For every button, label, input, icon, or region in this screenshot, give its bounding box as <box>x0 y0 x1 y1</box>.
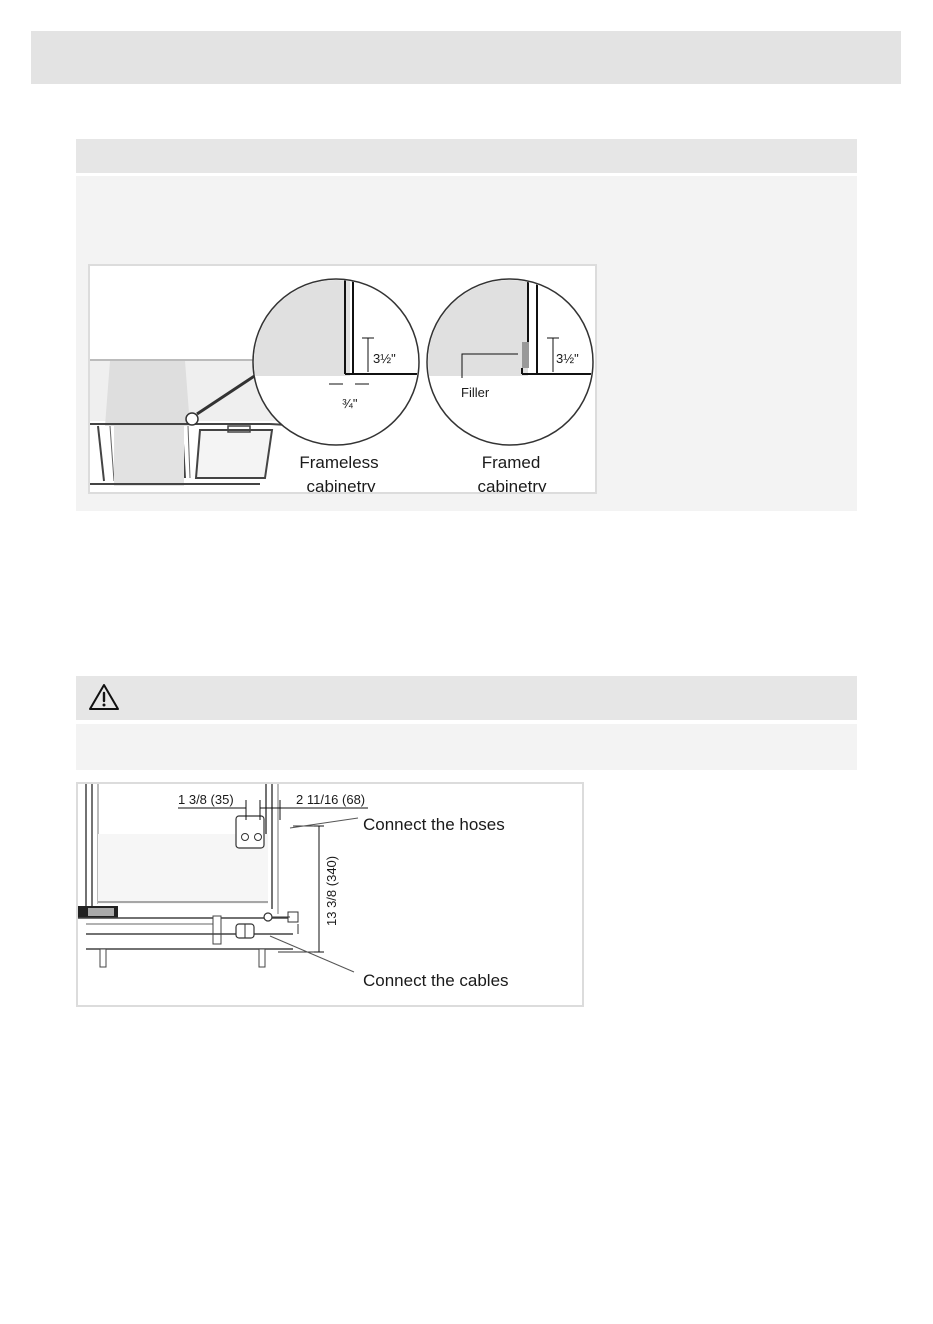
section-1-heading-bar <box>76 139 857 173</box>
connect-cables-label: Connect the cables <box>363 971 509 990</box>
dishwasher-base-illustration <box>78 784 322 967</box>
page-header-bar <box>31 31 901 84</box>
framed-caption-line2: cabinetry <box>477 477 547 496</box>
warning-triangle-icon <box>88 683 120 711</box>
hose-cable-connection-figure <box>76 782 584 1007</box>
filler-label: Filler <box>461 385 490 400</box>
frameless-caption-line1: Frameless <box>299 453 379 472</box>
frameless-horizontal-dimension: ¾" <box>342 396 358 411</box>
framed-caption-line1: Framed <box>481 453 541 472</box>
frameless-vertical-dimension: 3½" <box>373 351 396 366</box>
framed-vertical-dimension: 3½" <box>556 351 579 366</box>
dimension-vertical-label: 13 3/8 (340) <box>324 855 339 926</box>
warning-heading-bar <box>76 676 857 720</box>
warning-body <box>76 724 857 770</box>
connect-hoses-label: Connect the hoses <box>363 815 505 834</box>
dimension-left-label: 1 3/8 (35) <box>178 792 234 807</box>
frameless-caption-line2: cabinetry <box>306 477 376 496</box>
dimension-right-label: 2 11/16 (68) <box>296 792 366 807</box>
cabinetry-clearance-figure <box>88 264 597 494</box>
